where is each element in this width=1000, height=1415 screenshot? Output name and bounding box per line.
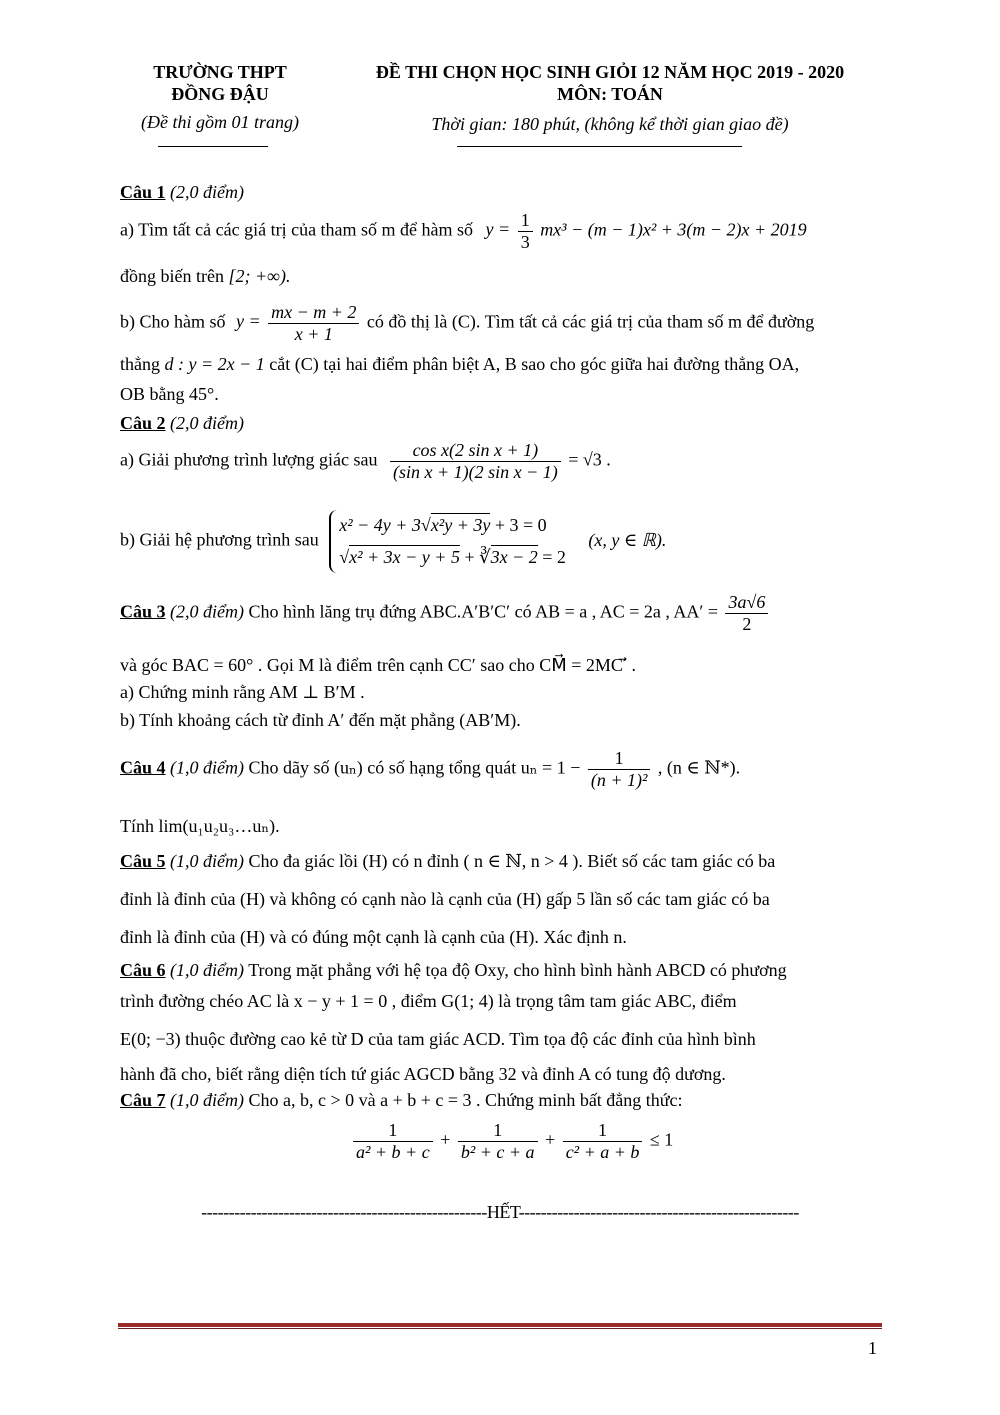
end-dashes-left: ---------------------------------------------------- xyxy=(201,1202,487,1222)
q2b-eq2-root1: x² + 3x − y + 5 xyxy=(349,546,460,567)
q2b-eq2-post: = 2 xyxy=(542,546,566,567)
q7-f2-den: b² + c + a xyxy=(460,1141,535,1162)
q1a-frac-den: 3 xyxy=(520,231,530,252)
q7-f3-den: c² + a + b xyxy=(565,1141,640,1162)
q1a-formula-post: mx³ − (m − 1)x² + 3(m − 2)x + 2019 xyxy=(540,219,807,240)
q5-line1 xyxy=(120,851,775,872)
school-name-line1: TRƯỜNG THPT xyxy=(153,62,287,82)
q1a-line2 xyxy=(120,266,290,287)
q7-points: (1,0 điểm) xyxy=(170,1090,244,1110)
q2b-eq1-post: + 3 = 0 xyxy=(494,515,547,535)
pages-note: (Đề thi gồm 01 trang) xyxy=(141,112,299,132)
q7-plus-1: + xyxy=(440,1129,451,1150)
q3-line1 xyxy=(120,592,771,634)
end-word: HẾT xyxy=(486,1202,519,1222)
q3-line1-text: Cho hình lăng trụ đứng ABC.A′B′C′ có AB = a , AC = 2a , AA′ = xyxy=(248,601,718,622)
q2b-eq2-mid: + ∛ xyxy=(464,546,491,567)
header-left-rule xyxy=(158,146,268,147)
q3-label: Câu 3 xyxy=(120,601,166,622)
q2a-line xyxy=(120,440,611,482)
q2a-text: a) Giải phương trình lượng giác sau xyxy=(120,449,378,470)
q4-frac-den: (n + 1)² xyxy=(590,769,648,790)
q7-f1-num: 1 xyxy=(353,1120,433,1142)
q2a-fraction xyxy=(390,440,561,482)
q1b-line2 xyxy=(120,354,799,375)
q2a-frac-den: (sin x + 1)(2 sin x − 1) xyxy=(393,461,558,482)
q1b-y: y = xyxy=(236,311,261,332)
exam-title: ĐỀ THI CHỌN HỌC SINH GIỎI 12 NĂM HỌC 2019 - 2020 xyxy=(375,62,845,82)
q7-f3-num: 1 xyxy=(563,1120,643,1142)
q7-frac-2 xyxy=(458,1120,538,1162)
school-name-line2: ĐỒNG ĐẬU xyxy=(171,84,269,104)
q1-heading xyxy=(120,182,244,203)
q2b-eq2: √x² + 3x − y + 5 + ∛3x − 2 = 2 xyxy=(339,546,566,567)
q2a-rhs: = √3 . xyxy=(568,449,611,470)
q4-line2: Tính lim(u₁u₂u₃…uₙ). xyxy=(120,816,280,836)
q2b-system xyxy=(329,510,566,573)
q6-line2: trình đường chéo AC là x − y + 1 = 0 , điểm G(1; 4) là trọng tâm tam giác ABC, điểm xyxy=(120,991,737,1011)
q1b-line2-post: cắt (C) tại hai điểm phân biệt A, B sao cho góc giữa hai đường thẳng OA, xyxy=(269,354,800,374)
q1-points: (2,0 điểm) xyxy=(170,182,244,202)
q3-frac-num: 3a√6 xyxy=(725,592,768,614)
footer-rule-thin xyxy=(118,1328,882,1329)
q2-points: (2,0 điểm) xyxy=(170,413,244,433)
q7-line1 xyxy=(120,1090,683,1111)
subject: MÔN: TOÁN xyxy=(557,84,663,104)
q3-points: (2,0 điểm) xyxy=(170,601,244,622)
q1a-frac-num: 1 xyxy=(518,210,533,232)
q7-plus-2: + xyxy=(545,1129,556,1150)
q1b-line3: OB bằng 45°. xyxy=(120,384,219,404)
q1a-text: a) Tìm tất cả các giá trị của tham số m để hàm số xyxy=(120,219,474,240)
q4-fraction xyxy=(588,748,651,790)
q6-label: Câu 6 xyxy=(120,960,166,980)
q6-line1-text: Trong mặt phẳng với hệ tọa độ Oxy, cho hình bình hành ABCD có phương xyxy=(248,960,787,980)
q2b-line xyxy=(120,510,666,573)
header-right-rule xyxy=(457,146,742,147)
q4-label: Câu 4 xyxy=(120,757,166,778)
q5-line2: đỉnh là đỉnh của (H) và không có cạnh nào là cạnh của (H) gấp 5 lần số các tam giác có ba xyxy=(120,889,770,909)
end-dashes-right: --------------------------------------------------- xyxy=(518,1202,799,1222)
q7-rhs: ≤ 1 xyxy=(649,1129,674,1150)
q4-frac-num: 1 xyxy=(588,748,651,770)
q1-label: Câu 1 xyxy=(120,182,166,202)
q4-text-after: , (n ∈ ℕ*). xyxy=(657,757,741,778)
q1b-frac-num: mx − m + 2 xyxy=(268,302,359,324)
q3-line2: và góc BAC = 60° . Gọi M là điểm trên cạnh CC′ sao cho CM⃗ = 2MC′⃗ . xyxy=(120,655,637,675)
q1a-formula-pre: y = xyxy=(485,219,511,240)
q2b-text: b) Giải hệ phương trình sau xyxy=(120,529,319,550)
q2b-eq1-root: x²y + 3y xyxy=(430,515,491,535)
q1b-line2-pre: thẳng xyxy=(120,354,160,374)
q2b-eq2-root2: 3x − 2 xyxy=(490,546,538,567)
q7-frac-1 xyxy=(353,1120,433,1162)
q4-line1 xyxy=(120,748,740,790)
q7-f1-den: a² + b + c xyxy=(356,1141,430,1162)
q1a-line xyxy=(120,210,807,252)
q2b-eq1: x² − 4y + 3√x²y + 3y + 3 = 0 xyxy=(339,515,547,535)
q5-line1-text: Cho đa giác lồi (H) có n đỉnh ( n ∈ ℕ, n > 4 ). Biết số các tam giác có ba xyxy=(248,851,776,871)
q2b-domain: (x, y ∈ ℝ). xyxy=(588,529,667,550)
q5-line3: đỉnh là đỉnh của (H) và có đúng một cạnh là cạnh của (H). Xác định n. xyxy=(120,927,627,947)
q7-f2-num: 1 xyxy=(458,1120,538,1142)
q7-frac-3 xyxy=(563,1120,643,1162)
q1a-fraction xyxy=(518,210,533,252)
q7-label: Câu 7 xyxy=(120,1090,166,1110)
q7-inequality xyxy=(350,1120,673,1162)
q1a-interval: [2; +∞). xyxy=(228,266,291,286)
q1b-frac-den: x + 1 xyxy=(294,323,333,344)
q4-text: Cho dãy số (uₙ) có số hạng tổng quát uₙ = 1 − xyxy=(248,757,581,778)
q3-frac-den: 2 xyxy=(742,613,752,634)
q6-line4: hành đã cho, biết rằng diện tích tứ giác AGCD bằng 32 và đỉnh A có tung độ dương. xyxy=(120,1064,726,1084)
q7-line1-text: Cho a, b, c > 0 và a + b + c = 3 . Chứng minh bất đẳng thức: xyxy=(248,1090,683,1110)
time-note: Thời gian: 180 phút, (không kể thời gian giao đề) xyxy=(431,114,789,134)
q2a-frac-num: cos x(2 sin x + 1) xyxy=(390,440,561,462)
q6-points: (1,0 điểm) xyxy=(170,960,244,980)
q2-heading xyxy=(120,413,244,434)
q1b-fraction xyxy=(268,302,359,344)
q1b-line2-formula: d : y = 2x − 1 xyxy=(164,354,265,374)
q1a-text2: đồng biến trên xyxy=(120,266,224,286)
footer-rule-thick xyxy=(118,1323,882,1327)
q1b-line xyxy=(120,302,814,344)
q2-label: Câu 2 xyxy=(120,413,166,433)
q2b-eq1-pre: x² − 4y + 3 xyxy=(339,515,421,535)
end-line xyxy=(120,1202,880,1223)
page-number: 1 xyxy=(868,1338,877,1358)
q3-part-b: b) Tính khoảng cách từ đỉnh A′ đến mặt phẳng (AB′M). xyxy=(120,710,521,730)
q5-label: Câu 5 xyxy=(120,851,166,871)
q3-part-a: a) Chứng minh rằng AM ⊥ B′M . xyxy=(120,682,365,702)
q3-fraction xyxy=(725,592,768,634)
q5-points: (1,0 điểm) xyxy=(170,851,244,871)
q1b-text: b) Cho hàm số xyxy=(120,311,226,332)
q6-line3: E(0; −3) thuộc đường cao kẻ từ D của tam giác ACD. Tìm tọa độ các đỉnh của hình bình xyxy=(120,1029,756,1049)
q4-points: (1,0 điểm) xyxy=(170,757,244,778)
q1b-text-after: có đồ thị là (C). Tìm tất cả các giá trị của tham số m để đường xyxy=(366,311,815,332)
q6-line1 xyxy=(120,960,787,981)
